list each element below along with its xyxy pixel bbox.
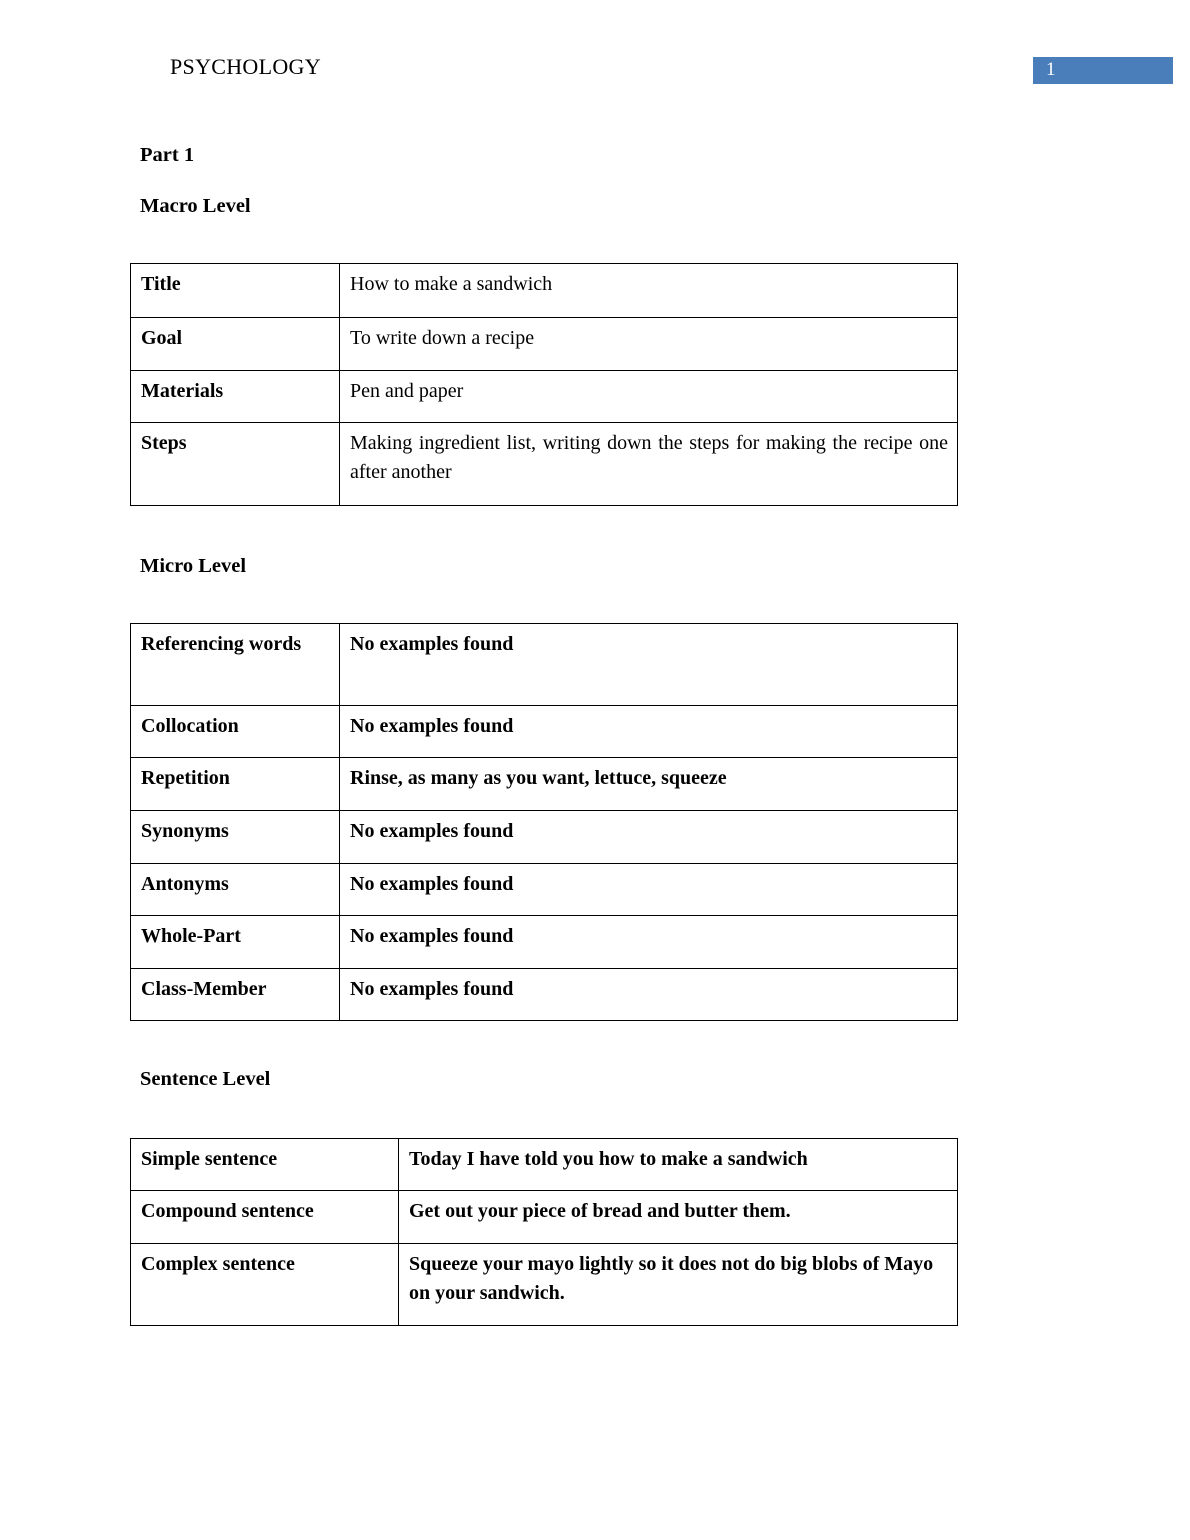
micro-row-value: No examples found (340, 864, 958, 916)
table-row (131, 371, 958, 423)
sentence-row-value: Today I have told you how to make a sandwich (399, 1139, 958, 1191)
table-row (131, 916, 958, 969)
macro-row-label: Title (131, 264, 340, 318)
table-row (131, 864, 958, 916)
macro-row-label: Materials (131, 371, 340, 423)
macro-row-value: How to make a sandwich (340, 264, 958, 318)
micro-row-value: No examples found (340, 969, 958, 1021)
table-row (131, 624, 958, 706)
table-row (131, 423, 958, 506)
table-row (131, 1139, 958, 1191)
table-row (131, 758, 958, 811)
micro-row-label: Synonyms (131, 811, 340, 864)
table-row (131, 264, 958, 318)
heading-sentence-level: Sentence Level (140, 1068, 271, 1090)
sentence-row-label: Compound sentence (131, 1191, 399, 1244)
macro-row-value: Making ingredient list, writing down the steps for making the recipe one after another (340, 423, 958, 506)
table-row (131, 1244, 958, 1326)
table-row (131, 1191, 958, 1244)
micro-row-value: Rinse, as many as you want, lettuce, squeeze (340, 758, 958, 811)
running-header-title: PSYCHOLOGY (170, 54, 321, 79)
macro-row-value: Pen and paper (340, 371, 958, 423)
macro-row-label: Goal (131, 318, 340, 371)
page-number-label: 1 (1046, 59, 1056, 80)
heading-micro-level: Micro Level (140, 555, 247, 577)
sentence-row-label: Complex sentence (131, 1244, 399, 1326)
micro-row-label: Class-Member (131, 969, 340, 1021)
micro-level-table (130, 623, 958, 1021)
heading-part-1: Part 1 (140, 144, 195, 166)
macro-level-table (130, 263, 958, 506)
micro-row-value: No examples found (340, 916, 958, 969)
sentence-level-table (130, 1138, 958, 1326)
micro-row-value: No examples found (340, 706, 958, 758)
table-row (131, 318, 958, 371)
table-row (131, 811, 958, 864)
macro-row-label: Steps (131, 423, 340, 506)
micro-row-value: No examples found (340, 624, 958, 706)
sentence-row-label: Simple sentence (131, 1139, 399, 1191)
page-header (0, 0, 1190, 110)
sentence-row-value: Squeeze your mayo lightly so it does not do big blobs of Mayo on your sandwich. (399, 1244, 958, 1326)
table-row (131, 969, 958, 1021)
page-number-badge (1033, 57, 1173, 84)
micro-row-label: Antonyms (131, 864, 340, 916)
sentence-row-value: Get out your piece of bread and butter them. (399, 1191, 958, 1244)
macro-row-value: To write down a recipe (340, 318, 958, 371)
table-row (131, 706, 958, 758)
heading-macro-level: Macro Level (140, 195, 251, 217)
micro-row-value: No examples found (340, 811, 958, 864)
micro-row-label: Referencing words (131, 624, 340, 706)
micro-row-label: Collocation (131, 706, 340, 758)
micro-row-label: Whole-Part (131, 916, 340, 969)
micro-row-label: Repetition (131, 758, 340, 811)
